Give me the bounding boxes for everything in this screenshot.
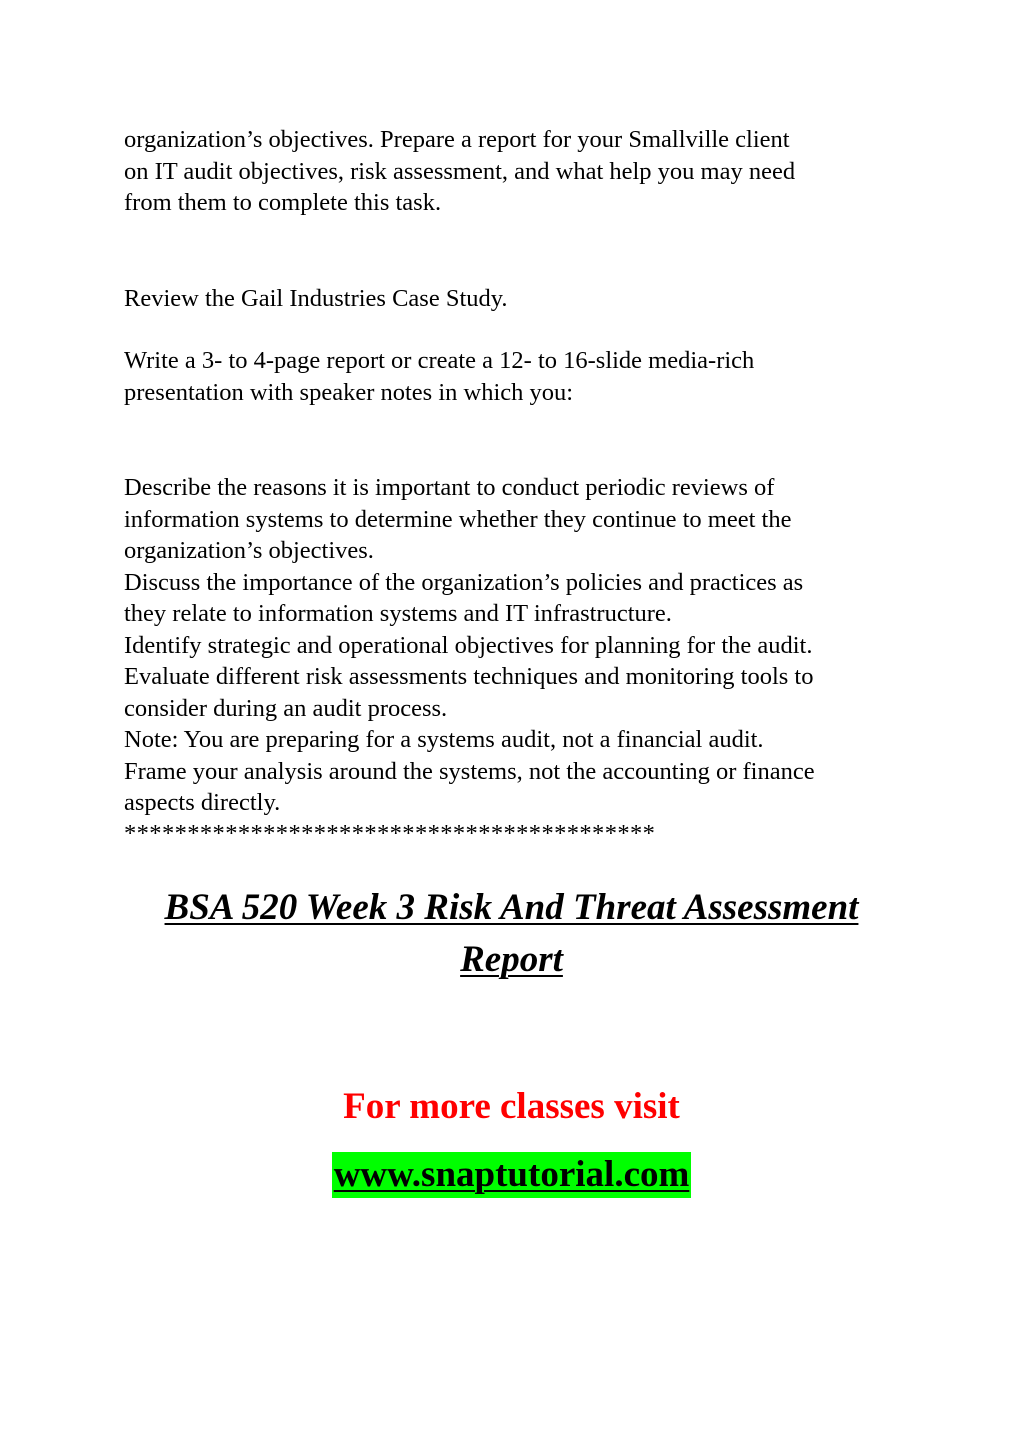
promo-link-wrapper [0, 1152, 1023, 1198]
snaptutorial-link[interactable]: www.snaptutorial.com [332, 1152, 692, 1198]
text-line: organization’s objectives. Prepare a report for your Smallville client [124, 126, 790, 153]
promo-visit-text: For more classes visit [343, 1086, 680, 1127]
text-line: they relate to information systems and IT infrastructure. [124, 600, 672, 627]
separator-stars: ****************************************** [124, 820, 656, 847]
text-line: Review the Gail Industries Case Study. [124, 285, 508, 312]
text-line: Discuss the importance of the organization’s policies and practices as [124, 568, 804, 596]
text-line: Write a 3- to 4-page report or create a 12- to 16-slide media-rich [124, 347, 755, 374]
intro-paragraph [124, 124, 924, 219]
text-line: from them to complete this task. [124, 189, 442, 216]
text-line: presentation with speaker notes in which you: [124, 378, 574, 406]
text-line: organization’s objectives. [124, 537, 374, 564]
text-line: information systems to determine whether they continue to meet the [124, 505, 792, 533]
write-paragraph [124, 345, 924, 408]
tasks-paragraph [124, 472, 924, 819]
text-line: consider during an audit process. [124, 694, 448, 722]
text-line: Evaluate different risk assessments techniques and monitoring tools to [124, 663, 814, 690]
review-paragraph [124, 283, 924, 315]
text-line: aspects directly. [124, 789, 281, 816]
text-line: Identify strategic and operational objectives for planning for the audit. [124, 631, 813, 659]
text-line: Describe the reasons it is important to conduct periodic reviews of [124, 474, 775, 501]
text-line: on IT audit objectives, risk assessment, and what help you may need [124, 157, 796, 185]
text-line: Note: You are preparing for a systems audit, not a financial audit. [124, 726, 764, 753]
title-heading-line-2: Report [460, 939, 563, 980]
title-heading-line-1: BSA 520 Week 3 Risk And Threat Assessment [164, 887, 859, 928]
text-line: Frame your analysis around the systems, not the accounting or finance [124, 757, 815, 785]
